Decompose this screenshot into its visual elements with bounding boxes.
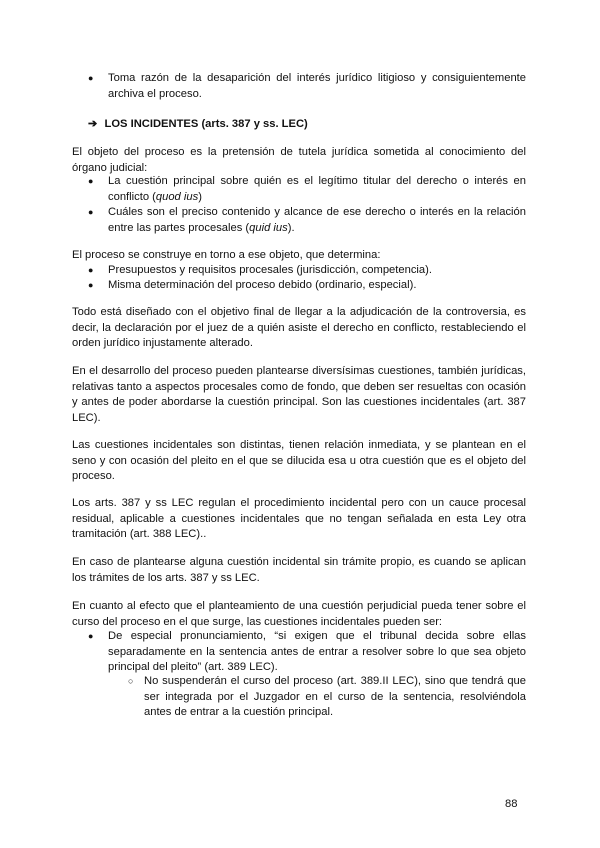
subbullet-no-suspenderan: No suspenderán el curso del proceso (art. 389.II LEC), sino que tendrá que ser integrada por el Juzgador en el curso de la sentencia, resolviéndola antes de entrar a la cuestión principal. <box>144 675 526 719</box>
quod-ius-term: quod ius <box>155 190 199 203</box>
bullet-glyph: ● <box>88 265 94 275</box>
para-regulan: Los arts. 387 y ss LEC regulan el procedimiento incidental pero con un cauce procesal residual, aplicable a cuestiones incidentales que no tengan señalada en esta Ley otra tramitación (art. 388 LEC).. <box>72 497 526 541</box>
bullet-glyph: ● <box>88 207 94 217</box>
section-heading <box>88 117 528 133</box>
bullet-quid-ius: Cuáles son el preciso contenido y alcance de ese derecho o interés en la relación entre las partes procesales (quid ius). <box>108 206 526 234</box>
para-efecto: En cuanto al efecto que el planteamiento de una cuestión perjudicial pueda tener sobre el curso del proceso en el que surge, las cuestiones incidentales pueden ser: <box>72 600 526 628</box>
intro-bullet-text: Toma razón de la desaparición del interés jurídico litigioso y consiguientemente archiva el proceso. <box>108 72 526 100</box>
bullet-quod-ius: La cuestión principal sobre quién es el legítimo titular del derecho o interés en conflicto (quod ius) <box>108 175 526 203</box>
para-adjudicacion: Todo está diseñado con el objetivo final de llegar a la adjudicación de la controversia, es decir, la declaración por el juez de a quién asiste el derecho en conflicto, restableciendo el orden jurídico injustamente alterado. <box>72 306 526 350</box>
quid-ius-term: quid ius <box>249 221 288 234</box>
bullet-presupuestos: Presupuestos y requisitos procesales (jurisdicción, competencia). <box>108 264 432 276</box>
heading-text: LOS INCIDENTES (arts. 387 y ss. LEC) <box>104 118 308 130</box>
page-number: 88 <box>505 798 518 810</box>
para-construye: El proceso se construye en torno a ese objeto, que determina: <box>72 249 381 261</box>
bullet-glyph: ● <box>88 176 94 186</box>
bullet-glyph: ● <box>88 73 94 83</box>
bullet-determinacion: Misma determinación del proceso debido (ordinario, especial). <box>108 279 417 291</box>
bullet-glyph: ● <box>88 631 94 641</box>
para-distintas: Las cuestiones incidentales son distintas, tienen relación inmediata, y se plantean en el seno y con ocasión del pleito en el que se dilucida esa u otra cuestión que es el objeto del proceso. <box>72 439 526 483</box>
bullet-especial-pronunciamiento: De especial pronunciamiento, “si exigen que el tribunal decida sobre ellas separadamente en la sentencia antes de entrar a resolver sobre lo que sea objeto principal del pleito” (art. 389 LEC). <box>108 630 526 674</box>
para-caso: En caso de plantearse alguna cuestión incidental sin trámite propio, es cuando se aplican los trámites de los arts. 387 y ss LEC. <box>72 556 526 584</box>
bullet-glyph: ● <box>88 280 94 290</box>
para-objeto: El objeto del proceso es la pretensión de tutela jurídica sometida al conocimiento del órgano judicial: <box>72 146 526 174</box>
para-desarrollo: En el desarrollo del proceso pueden plantearse diversísimas cuestiones, también jurídicas, relativas tanto a aspectos procesales como de fondo, que deben ser resueltas con ocasión y antes de poder abordarse la cuestión principal. Son las cuestiones incidentales (art. 387 LEC). <box>72 365 526 424</box>
subbullet-glyph: ○ <box>128 676 134 686</box>
arrow-icon: ➔ <box>88 118 98 130</box>
